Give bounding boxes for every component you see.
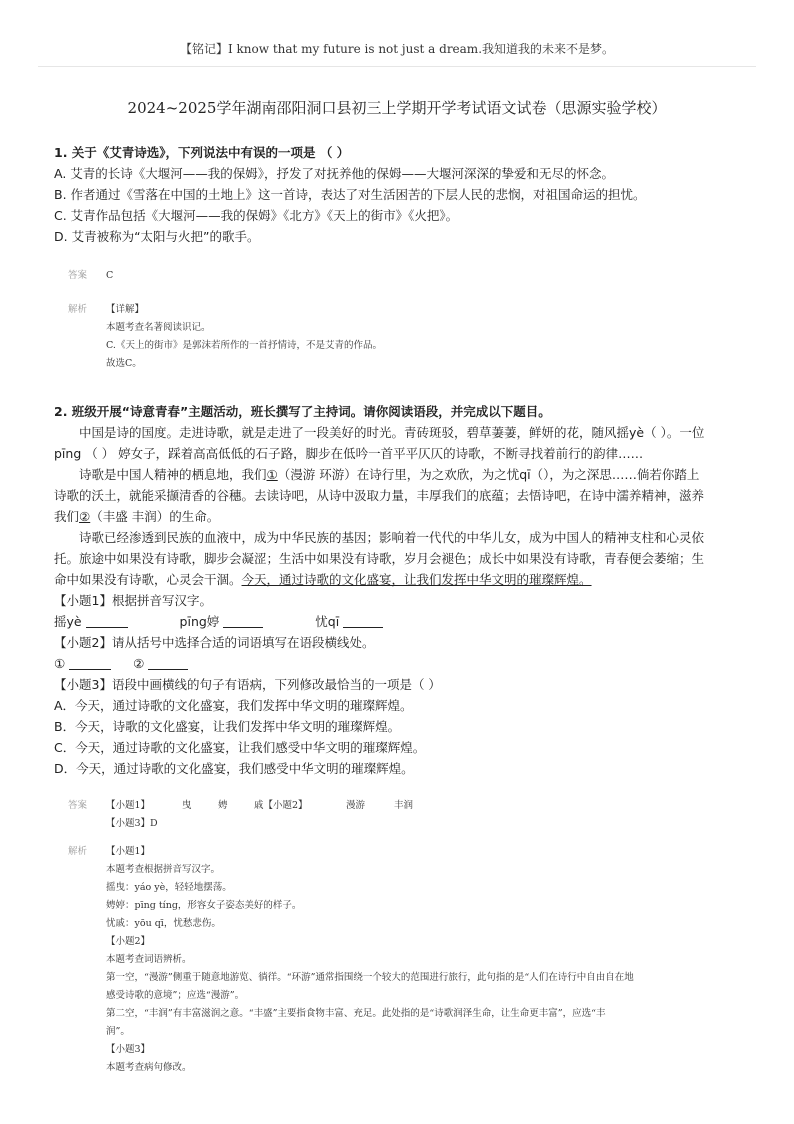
subquestion-3-option-d: D．今天，通过诗歌的文化盛宴，我们感受中华文明的璀璨辉煌。 bbox=[54, 761, 414, 776]
subquestion-3-option-c: C．今天，通过诗歌的文化盛宴，让我们感受中华文明的璀璨辉煌。 bbox=[54, 740, 426, 755]
question-2 bbox=[54, 401, 744, 1077]
passage-paragraph-2 bbox=[54, 464, 744, 485]
page-title: 2024~2025学年湖南邵阳洞口县初三上学期开学考试语文试卷（思源实验学校） bbox=[127, 99, 667, 117]
answer-blank[interactable] bbox=[223, 613, 263, 628]
blank-number: ① bbox=[54, 656, 66, 671]
pinyin-item: 忧qī bbox=[315, 614, 340, 629]
answer-part: 丰润 bbox=[394, 800, 414, 811]
question-1-answer: C bbox=[106, 270, 114, 281]
question-2-stem: 2. 班级开展“诗意青春”主题活动，班长撰写了主持词。请你阅读语段，并完成以下题目。 bbox=[54, 404, 551, 419]
passage-text: （丰盛 丰润）的生命。 bbox=[90, 509, 220, 524]
passage-paragraph-1 bbox=[54, 422, 744, 443]
analysis-line: 本题考查根据拼音写汉字。 bbox=[106, 864, 221, 875]
question-2-answer-section bbox=[68, 797, 744, 1077]
analysis-line: 故选C。 bbox=[106, 358, 142, 369]
question-1 bbox=[54, 142, 744, 373]
subquestion-2-blanks bbox=[54, 653, 744, 674]
passage-text: （漫游 环游）在诗行里，为之欢欣，为之忧qī（），为之深思……倘若你踏上 bbox=[277, 467, 700, 482]
question-1-analysis bbox=[106, 301, 744, 373]
exam-content bbox=[54, 142, 744, 1077]
subquestion-3-option-b: B．今天，诗歌的文化盛宴，让我们发挥中华文明的璀璨辉煌。 bbox=[54, 719, 401, 734]
answer-part: 【小题3】D bbox=[106, 818, 158, 829]
question-2-answer bbox=[106, 797, 744, 833]
question-1-option-a: A. 艾青的长诗《大堰河——我的保姆》，抒发了对抚养他的保姆——大堰河深深的挚爱和无尽的怀念。 bbox=[54, 166, 615, 181]
answer-blank[interactable] bbox=[86, 613, 128, 628]
passage-text: 我们 bbox=[54, 509, 80, 524]
question-2-answer-row bbox=[68, 797, 744, 833]
passage-text: pīng （ ） 婷女子，踩着高高低低的石子路，脚步在低吟一首平平仄仄的诗歌，不断寻找着前行的韵律…… bbox=[54, 446, 644, 461]
analysis-line: 本题考查词语辨析。 bbox=[106, 954, 192, 965]
blank-marker-1: ① bbox=[266, 467, 278, 482]
analysis-line: 第一空，“漫游”侧重于随意地游览、徜徉。“环游”通常指围绕一个较大的范围进行旅行，此句指的是“人们在诗行中自由自在地 bbox=[106, 972, 634, 983]
analysis-line: 摇曳：yáo yè，轻轻地摆荡。 bbox=[106, 882, 232, 893]
question-1-analysis-row bbox=[68, 301, 744, 373]
analysis-line: 润”。 bbox=[106, 1026, 130, 1037]
passage-line bbox=[54, 506, 744, 527]
passage-text: 托。旅途中如果没有诗歌，脚步会凝涩；生活中如果没有诗歌，岁月会褪色；成长中如果没有诗歌，青春便会萎缩；生 bbox=[54, 551, 705, 566]
analysis-line: 【小题1】 bbox=[106, 846, 151, 857]
analysis-line: 本题考查病句修改。 bbox=[106, 1062, 192, 1073]
question-1-option-b: B. 作者通过《雪落在中国的土地上》这一首诗，表达了对生活困苦的下层人民的悲悯，对祖国命运的担忧。 bbox=[54, 187, 646, 202]
passage-text: 诗歌是中国人精神的栖息地，我们 bbox=[79, 467, 267, 482]
analysis-line: 娉婷：pīng tíng，形容女子姿态美好的样子。 bbox=[106, 900, 302, 911]
subquestion-1: 【小题1】根据拼音写汉字。 bbox=[54, 593, 212, 608]
subquestion-2: 【小题2】请从括号中选择合适的词语填写在语段横线处。 bbox=[54, 635, 375, 650]
subquestion-3: 【小题3】语段中画横线的句子有语病，下列修改最恰当的一项是（ ） bbox=[54, 677, 441, 692]
question-2-analysis-row bbox=[68, 843, 744, 1077]
question-1-answer-row bbox=[68, 267, 744, 285]
pinyin-item: pīng婷 bbox=[179, 614, 220, 629]
blank-number: ② bbox=[133, 656, 145, 671]
subquestion-1-blanks bbox=[54, 611, 744, 632]
answer-part: 曳 bbox=[182, 800, 192, 811]
blank-marker-2: ② bbox=[79, 509, 91, 524]
answer-label: 答案 bbox=[68, 800, 88, 811]
analysis-line: 【小题3】 bbox=[106, 1044, 151, 1055]
passage-text: 中国是诗的国度。走进诗歌，就是走进了一段美好的时光。青砖斑驳，碧草萋萋，鲜妍的花，随风摇yè（ ）。一位 bbox=[79, 425, 705, 440]
analysis-line: 本题考查名著阅读识记。 bbox=[106, 322, 211, 333]
question-2-analysis bbox=[106, 843, 744, 1077]
analysis-line: 感受诗歌的意境”；应选“漫游”。 bbox=[106, 990, 245, 1001]
answer-part: 【小题1】 bbox=[106, 800, 151, 811]
analysis-label: 解析 bbox=[68, 304, 88, 315]
question-1-option-d: D. 艾青被称为“太阳与火把”的歌手。 bbox=[54, 229, 260, 244]
answer-blank[interactable] bbox=[148, 655, 188, 670]
analysis-line: C.《天上的街市》是郭沫若所作的一首抒情诗，不是艾青的作品。 bbox=[106, 340, 382, 351]
answer-part: 漫游 bbox=[346, 800, 366, 811]
pinyin-item: 摇yè bbox=[54, 614, 82, 629]
answer-label: 答案 bbox=[68, 270, 88, 281]
analysis-line: 第二空，“丰润”有丰富滋润之意。“丰盛”主要指食物丰富、充足。此处指的是“诗歌润泽生命，让生命更丰富”，应选“丰 bbox=[106, 1008, 606, 1019]
passage-paragraph-3: 诗歌已经渗透到民族的血液中，成为中华民族的基因；影响着一代代的中华儿女，成为中国人的精神支柱和心灵依 bbox=[79, 530, 705, 545]
question-1-stem: 1. 关于《艾青诗选》，下列说法中有误的一项是 （ ） bbox=[54, 145, 350, 160]
passage-text: 命中如果没有诗歌，心灵会干涸。 bbox=[54, 572, 242, 587]
answer-part: 娉 bbox=[218, 800, 228, 811]
question-1-option-c: C. 艾青作品包括《大堰河——我的保姆》《北方》《天上的街市》《火把》。 bbox=[54, 208, 459, 223]
answer-blank[interactable] bbox=[343, 613, 383, 628]
answer-blank[interactable] bbox=[69, 655, 111, 670]
motto-banner: 【铭记】I know that my future is not just a dream.我知道我的未来不是梦。 bbox=[179, 42, 615, 56]
analysis-label: 解析 bbox=[68, 846, 88, 857]
subquestion-3-option-a: A．今天，通过诗歌的文化盛宴，我们发挥中华文明的璀璨辉煌。 bbox=[54, 698, 413, 713]
answer-part: 戚【小题2】 bbox=[254, 800, 308, 811]
passage-line bbox=[54, 569, 744, 590]
passage-text: 诗歌的沃土，就能采撷清香的谷穗。去读诗吧，从诗中汲取力量，丰厚我们的底蕴；去悟诗吧，在诗中濡养精神，滋养 bbox=[54, 488, 705, 503]
underlined-sentence: 今天，通过诗歌的文化盛宴，让我们发挥中华文明的璀璨辉煌。 bbox=[241, 572, 592, 587]
analysis-line: 【小题2】 bbox=[106, 936, 151, 947]
question-1-answer-section bbox=[68, 267, 744, 373]
header-divider bbox=[38, 66, 756, 67]
analysis-line: 忧戚：yōu qī，忧愁悲伤。 bbox=[106, 918, 221, 929]
analysis-line: 【详解】 bbox=[106, 304, 145, 315]
